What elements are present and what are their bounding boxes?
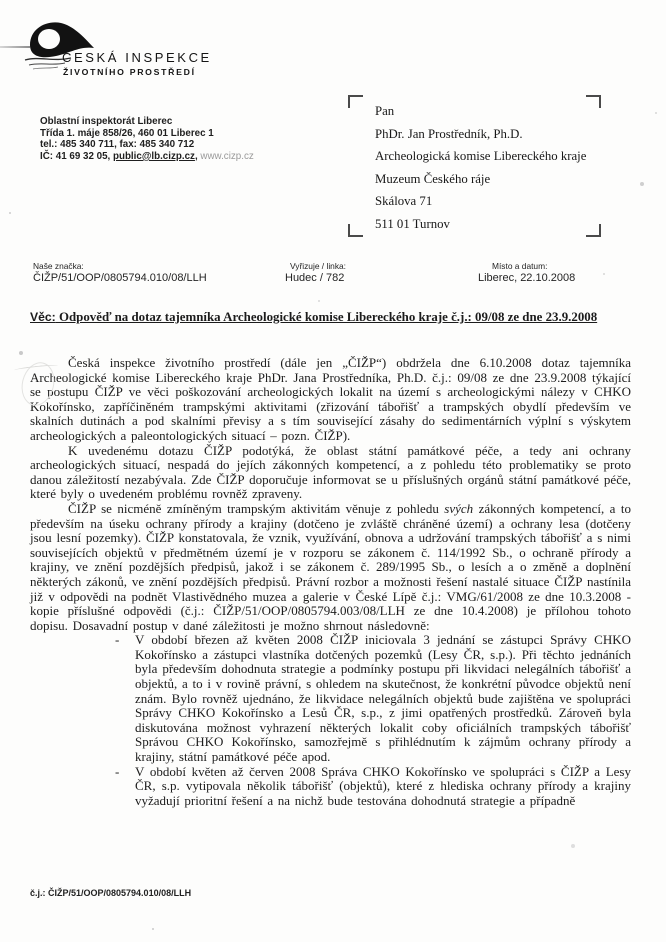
window-bracket-top-right — [586, 95, 601, 108]
sender-address-block — [40, 116, 254, 162]
summary-list — [30, 633, 631, 808]
office-contact-line — [40, 151, 254, 163]
recipient-line: Archeologická komise Libereckého kraje — [375, 149, 587, 164]
place-date-column — [478, 261, 575, 284]
paragraph-1: Česká inspekce životního prostředí (dále jen „ČIŽP“) obdržela dne 6.10.2008 dotaz tajemníka Archeologické komise Libereckého kraje PhDr. Jana Prostředníka, Ph.D. č.j.: 09/08 ze dne 23.9.2008 týkající se postupu ČIŽP ve věci poškozování archeologických lokalit na území s archeologickými nálezy v CHKO Kokořínsko, zapříčiněném trampskými aktivitami (zřizování tábořišť a trampských obydlí především ve skalních dutinách a pod skalními převisy a s tím související zásahy do sedimentárních výplní s výskytem archeologických a paleontologických situací – pozn. ČIŽP). — [30, 355, 631, 443]
scan-speckles — [0, 0, 2, 2]
office-street: Třída 1. máje 858/26, 460 01 Liberec 1 — [40, 127, 214, 139]
list-item-text: V období květen až červen 2008 Správa CHKO Kokořínsko ve spolupráci s ČIŽP a Lesy ČR, s.p. vytipovala několik tábořišť (objektů), které z hlediska ochrany přírody a krajiny vyžadují prioritní řešení a na nichž bude testována dohodnutá strategie a případně — [135, 763, 631, 808]
office-separator: , — [194, 150, 201, 162]
cizp-eye-logo-icon — [22, 18, 108, 74]
paragraph-3-italic: svých — [444, 500, 474, 516]
list-item — [30, 633, 631, 764]
office-phone: tel.: 485 340 711, fax: 485 340 712 — [40, 139, 195, 151]
subject-label: Věc: — [30, 310, 56, 324]
paragraph-2: K uvedenému dotazu ČIŽP podotýká, že oblast státní památkové péče, a tedy ani ochrany archeologických situací, nespadá do jejích zákonných kompetencí, a z pohledu této problematiky se proto danou záležitostí nezabývala. Zde ČIŽP doporučuje informovat se u příslušných orgánů státní památkové péče, které byly o uvedeném problému rovněž zpraveny. — [30, 442, 631, 502]
handler-column — [285, 261, 346, 284]
window-bracket-top-left — [348, 95, 363, 108]
handler-label: Vyřizuje / linka: — [290, 261, 347, 271]
reference-number-value: ČIŽP/51/OOP/0805794.010/08/LLH — [33, 272, 207, 284]
reference-number-column — [33, 261, 207, 284]
reference-number-label: Naše značka: — [33, 261, 84, 271]
list-item-dash: - — [115, 632, 120, 648]
place-date-label: Místo a datum: — [492, 261, 548, 271]
list-item-dash: - — [115, 763, 120, 779]
list-item — [30, 765, 631, 809]
recipient-address-block — [375, 100, 586, 236]
handler-value: Hudec / 782 — [285, 272, 345, 284]
paragraph-3 — [30, 502, 631, 633]
recipient-line: Skálova 71 — [375, 194, 433, 209]
office-email: public@lb.cizp.cz — [112, 150, 195, 162]
org-name: ČESKÁ INSPEKCE — [62, 50, 212, 65]
recipient-line: PhDr. Jan Prostředník, Ph.D. — [375, 126, 523, 141]
subject-text: Odpověď na dotaz tajemníka Archeologické komise Libereckého kraje č.j.: 09/08 ze dne 23.9.2008 — [58, 310, 598, 324]
org-subtitle: ŽIVOTNÍHO PROSTŘEDÍ — [63, 67, 196, 77]
office-name: Oblastní inspektorát Liberec — [40, 116, 173, 127]
subject-line — [30, 307, 631, 328]
letter-body — [30, 356, 631, 808]
recipient-line: Pan — [375, 104, 395, 118]
paragraph-3-text: zákonných kompetencí, a to především na úseku ochrany přírody a krajiny (dotčeno je zvláště chráněné území) a ochrany lesa (dotčeny jsou lesní pozemky). ČIŽP konstatovala, že vznik, využívání, obnova a udržování trampských tábořišť a s nimi souvisejících objektů v předmětném území je v rozporu se zákonem č. 114/1992 Sb., o ochraně přírody a krajiny, ve znění pozdějších předpisů, jakož i se zákonem č. 289/1995 Sb., o lesích a o změně a doplnění některých zákonů, ve znění pozdějších předpisů. Právní rozbor a možnosti řešení nastalé situace ČIŽP nastínila již v odpovědi na podnět Vlastivědného muzea a galerie v České Lípě č.j.: VMG/61/2008 ze dne 10.3.2008 - kopie příslušné odpovědi (č.j.: ČIŽP/51/OOP/0805794.003/08/LLH ze dne 10.4.2008) je přílohou tohoto dopisu. Dosavadní postup v dané záležitosti je možno shrnout následovně: — [30, 500, 631, 633]
window-bracket-bottom-right — [586, 224, 601, 237]
recipient-line: 511 01 Turnov — [375, 216, 450, 231]
office-web: www.cizp.cz — [200, 150, 254, 162]
office-ic: IČ: 41 69 32 05, — [40, 150, 113, 162]
window-bracket-bottom-left — [348, 224, 363, 237]
paragraph-3-text: ČIŽP se nicméně zmíněným trampským aktivitám věnuje z pohledu — [68, 500, 445, 516]
place-date-value: Liberec, 22.10.2008 — [478, 272, 576, 284]
recipient-line: Muzeum Českého ráje — [375, 171, 491, 186]
footer-reference-number: č.j.: ČIŽP/51/OOP/0805794.010/08/LLH — [30, 888, 192, 898]
list-item-text: V období březen až květen 2008 ČIŽP iniciovala 3 jednání se zástupci Správy CHKO Kokořínsko a zástupci vlastníka dotčených pozemků (Lesy ČR, s.p.). Při těchto jednáních byla především dohodnuta strategie a podmínky postupu při likvidaci nelegálních tábořišť a objektů, a to i v rovině právní, s ohledem na skutečnost, že konkrétní původce objektů není znám. Bylo rovněž ujednáno, že likvidace nelegálních objektů bude zajištěna ve spolupráci Správy CHKO Kokořínsko a Lesů ČR, s.p., z jimi opatřených prostředků. Zároveň byla diskutována možnost vyhrazení některých lokalit coby oficiálních trampských tábořišť Správou CHKO Kokořínsko, samozřejmě s přihlédnutím k zájmům ochrany přírody a krajiny, státní památkové péče apod. — [135, 632, 631, 765]
